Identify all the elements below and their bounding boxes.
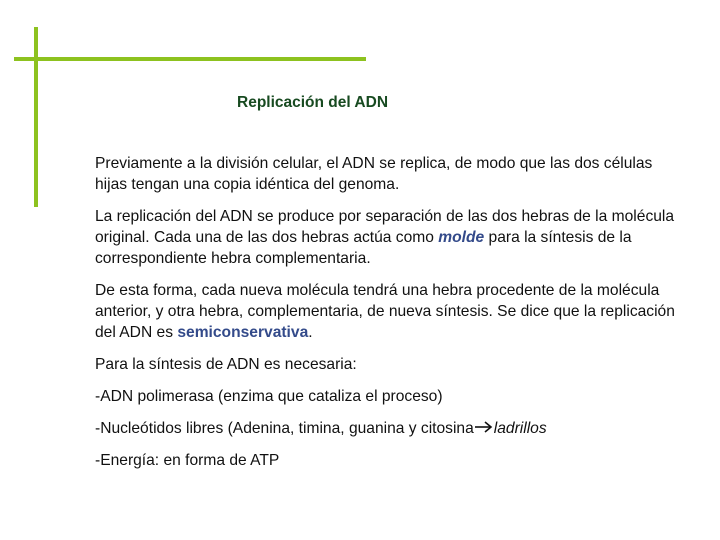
slide-body xyxy=(95,153,685,482)
decorative-vertical-line xyxy=(34,27,38,207)
paragraph-separation-text-start: La replicación del ADN se produce por separación de las dos hebras de la molécula original. Cada una de las dos hebras actúa como xyxy=(95,208,675,246)
paragraph-semiconservative xyxy=(95,280,685,343)
paragraph-intro: Previamente a la división celular, el ADN se replica, de modo que las dos células hijas tengan una copia idéntica del genoma. xyxy=(95,155,653,193)
paragraph-semiconservative-text-start: De esta forma, cada nueva molécula tendrá una hebra procedente de la molécula anterior, y otra hebra, complementaria, de nueva síntesis. Se dice que la replicación del ADN es xyxy=(95,282,675,341)
decorative-horizontal-line-right xyxy=(134,57,366,61)
paragraph-semiconservative-text-end: . xyxy=(308,324,313,341)
keyword-molde: molde xyxy=(438,229,485,246)
decorative-horizontal-line-left xyxy=(14,57,134,61)
paragraph-separation xyxy=(95,206,685,269)
list-item-nucleotides-text: -Nucleótidos libres (Adenina, timina, guanina y citosina xyxy=(95,420,474,437)
slide-title: Replicación del ADN xyxy=(237,94,389,111)
keyword-semiconservativa: semiconservativa xyxy=(177,324,309,341)
list-item-nucleotides-ladrillos: ladrillos xyxy=(493,420,547,437)
right-arrow-icon xyxy=(474,420,494,434)
paragraph-separation-text-end: para la síntesis de la correspondiente hebra complementaria. xyxy=(95,229,632,267)
list-item-energy: -Energía: en forma de ATP xyxy=(95,452,280,469)
list-item-nucleotides xyxy=(95,418,685,439)
list-item-polymerase: -ADN polimerasa (enzima que cataliza el proceso) xyxy=(95,388,443,405)
paragraph-requirements: Para la síntesis de ADN es necesaria: xyxy=(95,356,357,373)
